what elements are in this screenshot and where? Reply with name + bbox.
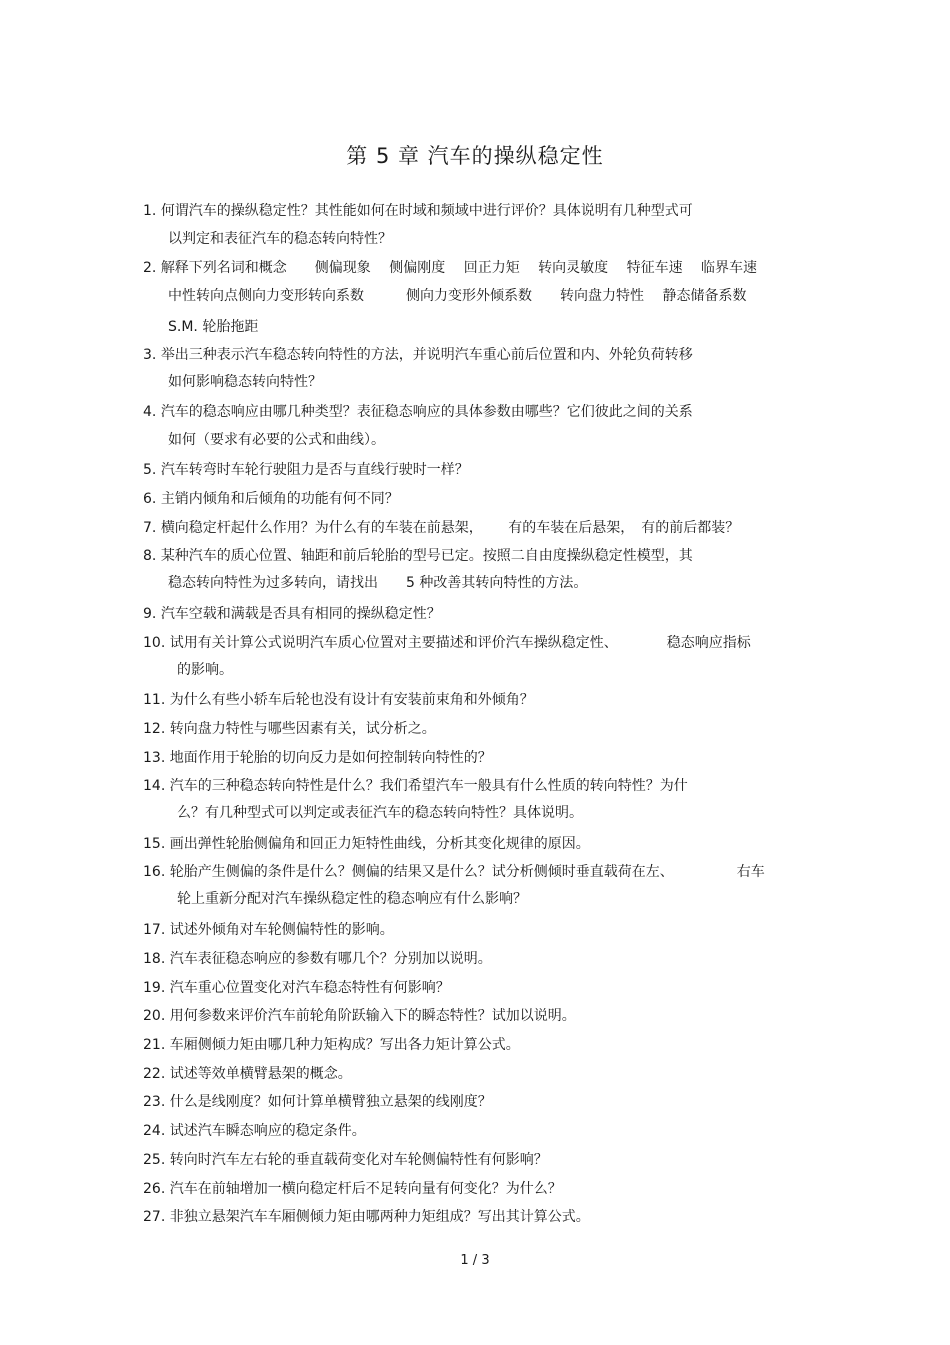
question-15: 15. 画出弹性轮胎侧偏角和回正力矩特性曲线，分析其变化规律的原因。 [143,836,590,852]
question-20: 20. 用何参数来评价汽车前轮角阶跃输入下的瞬态特性？试加以说明。 [143,1008,576,1024]
page-title: 第 5 章 汽车的操纵稳定性 [346,144,604,168]
question-1: 1. 何谓汽车的操纵稳定性？其性能如何在时域和频域中进行评价？具体说明有几种型式可 以判定和表征汽车的稳态转向特性？ [143,203,693,247]
question-3: 3. 举出三种表示汽车稳态转向特性的方法，并说明汽车重心前后位置和内、外轮负荷转移 如何影响稳态转向特性？ [143,347,693,390]
question-12: 12. 转向盘力特性与哪些因素有关，试分析之。 [143,721,436,737]
question-25: 25. 转向时汽车左右轮的垂直载荷变化对车轮侧偏特性有何影响？ [143,1152,548,1168]
question-22: 22. 试述等效单横臂悬架的概念。 [143,1066,352,1082]
question-11: 11. 为什么有些小轿车后轮也没有设计有安装前束角和外倾角？ [143,692,534,708]
question-5: 5. 汽车转弯时车轮行驶阻力是否与直线行驶时一样？ [143,462,469,478]
question-8: 8. 某种汽车的质心位置、轴距和前后轮胎的型号已定。按照二自由度操纵稳定性模型，其 稳态转向特性为过多转向，请找出 5 种改善其转向特性的方法。 [143,548,693,591]
question-17: 17. 试述外倾角对车轮侧偏特性的影响。 [143,922,394,938]
question-26: 26. 汽车在前轴增加一横向稳定杆后不足转向量有何变化？为什么？ [143,1181,562,1197]
question-18: 18. 汽车表征稳态响应的参数有哪几个？分别加以说明。 [143,951,492,967]
question-21: 21. 车厢侧倾力矩由哪几种力矩构成？写出各力矩计算公式。 [143,1037,520,1053]
question-4: 4. 汽车的稳态响应由哪几种类型？表征稳态响应的具体参数由哪些？它们彼此之间的关系 如何（要求有必要的公式和曲线）。 [143,404,693,448]
page-number: 1 / 3 [460,1253,490,1268]
question-19: 19. 汽车重心位置变化对汽车稳态特性有何影响？ [143,980,450,996]
question-13: 13. 地面作用于轮胎的切向反力是如何控制转向特性的？ [143,750,492,766]
question-6: 6. 主销内倾角和后倾角的功能有何不同？ [143,491,399,507]
question-9: 9. 汽车空载和满载是否具有相同的操纵稳定性？ [143,606,441,622]
question-14: 14. 汽车的三种稳态转向特性是什么？我们希望汽车一般具有什么性质的转向特性？为什 么？有几种型式可以判定或表征汽车的稳态转向特性？具体说明。 [143,778,688,821]
question-7: 7. 横向稳定杆起什么作用？为什么有的车装在前悬架， 有的车装在后悬架， 有的前后都装？ [143,520,740,536]
question-23: 23. 什么是线刚度？如何计算单横臂独立悬架的线刚度？ [143,1094,492,1110]
question-2: 2. 解释下列名词和概念 侧偏现象 侧偏刚度 回正力矩 转向灵敏度 特征车速 临界车速 中性转向点侧向力变形转向系数 侧向力变形外倾系数 转向盘力特性 静态储备系数 S.M. 轮胎拖距 [143,260,758,335]
question-24: 24. 试述汽车瞬态响应的稳定条件。 [143,1123,366,1139]
question-10: 10. 试用有关计算公式说明汽车质心位置对主要描述和评价汽车操纵稳定性、 稳态响应指标 的影响。 [143,635,751,678]
question-27: 27. 非独立悬架汽车车厢侧倾力矩由哪两种力矩组成？写出其计算公式。 [143,1209,590,1225]
question-16: 16. 轮胎产生侧偏的条件是什么？侧偏的结果又是什么？试分析侧倾时垂直载荷在左、 右车 轮上重新分配对汽车操纵稳定性的稳态响应有什么影响？ [143,864,765,907]
